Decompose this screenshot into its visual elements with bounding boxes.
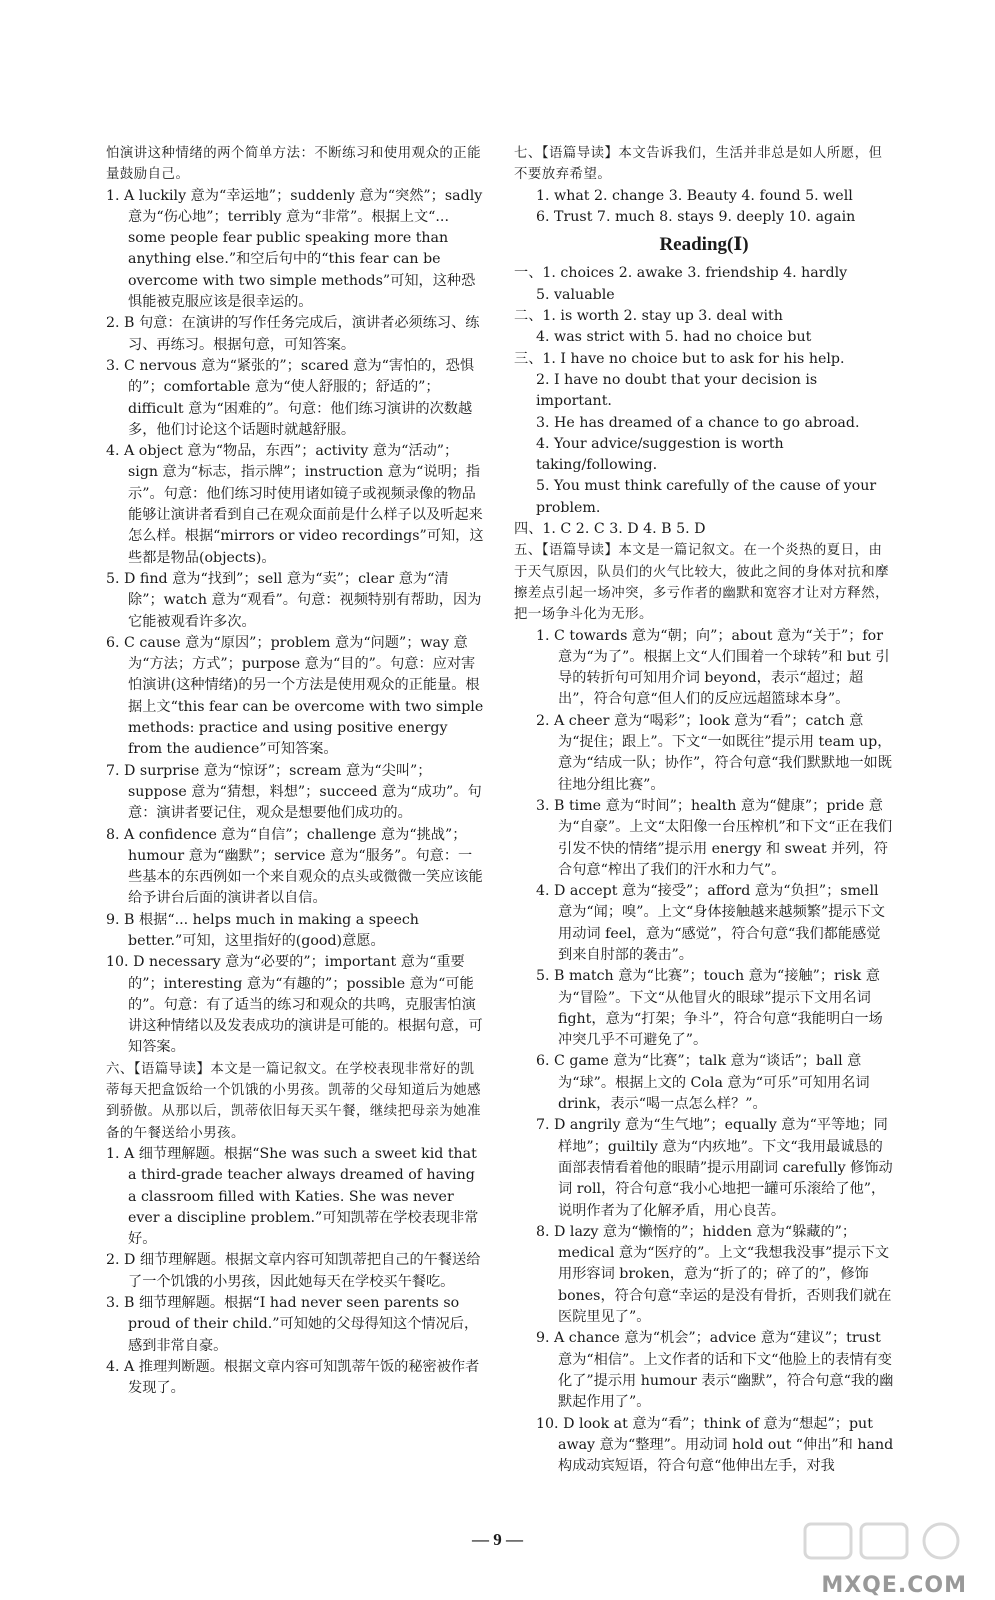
answer-paragraph: 5. valuable bbox=[536, 286, 615, 303]
answer-paragraph: 三、1. I have no choice but to ask for his help. bbox=[514, 350, 845, 367]
answer-paragraph: 6. C cause 意为“原因”；problem 意为“问题”；way 意为“方法；方式”；purpose 意为“目的”。句意：应对害怕演讲(这种情绪)的另一个方法是使用观众的正能量。根据上文“this fear can be overcome with two simple methods: practice and using positive energy from the audience”可知答案。 bbox=[106, 634, 484, 758]
answer-paragraph: 3. B time 意为“时间”；health 意为“健康”；pride 意为“自豪”。上文“太阳像一台压榨机”和下文“正在我们引发不快的情绪”提示用 energy 和 sweat 并列，符合句意“榨出了我们的汗水和力气”。 bbox=[536, 797, 893, 878]
watermark-logo bbox=[803, 1522, 973, 1580]
answer-paragraph: 8. A confidence 意为“自信”；challenge 意为“挑战”；humour 意为“幽默”；service 意为“服务”。句意：一些基本的东西例如一个来自观众的点头或微微一笑应该能给予讲台后面的演讲者以自信。 bbox=[106, 826, 483, 907]
reading-heading: Reading(Ⅰ) bbox=[659, 234, 749, 256]
answer-paragraph: 3. B 细节理解题。根据“I had never seen parents so proud of their child.”可知她的父母得知这个情况后，感到非常自豪。 bbox=[106, 1295, 479, 1354]
answer-paragraph: 1. A luckily 意为“幸运地”；suddenly 意为“突然”；sadly 意为“伤心地”；terribly 意为“非常”。根据上文“... some people fear public speaking more than anything else.”和空后句中的“this fear can be overcome with two simple methods”可知，这种恐惧能被克服应该是很幸运的。 bbox=[106, 187, 483, 311]
answer-paragraph: 5. D find 意为“找到”；sell 意为“卖”；clear 意为“清除”；watch 意为“观看”。句意：视频特别有帮助，因为它能被观看许多次。 bbox=[106, 570, 482, 630]
answer-paragraph: 七、【语篇导读】本文告诉我们，生活并非总是如人所愿，但不要放弃希望。 bbox=[514, 146, 883, 183]
answer-paragraph: 6. Trust 7. much 8. stays 9. deeply 10. again bbox=[536, 208, 856, 225]
answer-paragraph: 一、1. choices 2. awake 3. friendship 4. hardly bbox=[514, 265, 848, 282]
answer-paragraph: 6. C game 意为“比赛”；talk 意为“谈话”；ball 意为“球”。根据上文的 Cola 意为“可乐”可知用名词 drink，表示“喝一点怎么样？”。 bbox=[536, 1053, 870, 1113]
answer-paragraph: 五、【语篇导读】本文是一篇记叙文。在一个炎热的夏日，由于天气原因，队员们的火气比较大，彼此之间的身体对抗和摩擦差点引起一场冲突，多亏作者的幽默和宽容才让对方释然，把一场争斗化为无形。 bbox=[514, 543, 890, 623]
answer-paragraph: 1. what 2. change 3. Beauty 4. found 5. well bbox=[536, 187, 853, 204]
answer-paragraph: 4. D accept 意为“接受”；afford 意为“负担”；smell 意为“闻；嗅”。上文“身体接触越来越频繁”提示下文用动词 feel，意为“感觉”，符合句意“我们都能感觉到来自肘部的袭击”。 bbox=[536, 883, 885, 963]
answer-paragraph: 7. D surprise 意为“惊讶”；scream 意为“尖叫”；suppose 意为“猜想，料想”；succeed 意为“成功”。句意：演讲者要记住，观众是想要他们成功的。 bbox=[106, 762, 482, 822]
answer-paragraph: 5. B match 意为“比赛”；touch 意为“接触”；risk 意为“冒险”。下文“从他冒火的眼球”提示下文用名词 fight，意为“打架；争斗”，符合句意“我能明白一场冲突几乎不可避免了”。 bbox=[536, 968, 883, 1049]
answer-paragraph: 1. A 细节理解题。根据“She was such a sweet kid that a third-grade teacher always dreamed of having a classroom filled with Katies. She was never ever a discipline problem.”可知凯蒂在学校表现非常好。 bbox=[106, 1145, 479, 1248]
answer-paragraph: 4. A 推理判断题。根据文章内容可知凯蒂午饭的秘密被作者发现了。 bbox=[106, 1358, 480, 1397]
answer-paragraph: 2. I have no doubt that your decision is important. bbox=[536, 371, 818, 410]
answer-paragraph: 3. C nervous 意为“紧张的”；scared 意为“害怕的，恐惧的”；comfortable 意为“使人舒服的；舒适的”；difficult 意为“困难的”。句意：他们练习演讲的次数越多，他们讨论这个话题时就越舒服。 bbox=[106, 357, 475, 438]
answer-paragraph: 4. A object 意为“物品，东西”；activity 意为“活动”；sign 意为“标志，指示牌”；instruction 意为“说明；指示”。句意：他们练习时使用诸如镜子或视频录像的物品能够让演讲者看到自己在观众面前是什么样子以及听起来怎么样。根据“mirrors or video recordings”可知，这些都是物品(objects)。 bbox=[106, 443, 484, 566]
answer-paragraph: 4. Your advice/suggestion is worth taking/following. bbox=[536, 435, 784, 474]
answer-paragraph: 四、1. C 2. C 3. D 4. B 5. D bbox=[514, 521, 706, 538]
answer-paragraph: 六、【语篇导读】本文是一篇记叙文。在学校表现非常好的凯蒂每天把盒饭给一个饥饿的小男孩。凯蒂的父母知道后为她感到骄傲。从那以后，凯蒂依旧每天买午餐，继续把母亲为她准备的午餐送给小男孩。 bbox=[106, 1061, 482, 1141]
watermark-text: MXQE.COM bbox=[821, 1573, 967, 1598]
answer-paragraph: 10. D look at 意为“看”；think of 意为“想起”；put away 意为“整理”。用动词 hold out “伸出”和 hand 构成动宾短语，符合句意“他伸出左手，对我 bbox=[536, 1415, 894, 1475]
reading-answers bbox=[514, 263, 894, 1477]
answer-paragraph: 9. A chance 意为“机会”；advice 意为“建议”；trust 意为“相信”。上文作者的话和下文“他脸上的表情有变化了”提示用 humour 表示“幽默”，符合句意“我的幽默起作用了”。 bbox=[536, 1330, 894, 1411]
section-seven bbox=[514, 143, 894, 228]
answer-paragraph: 3. He has dreamed of a chance to go abroad. bbox=[536, 414, 860, 431]
answer-paragraph: 2. D 细节理解题。根据文章内容可知凯蒂把自己的午餐送给了一个饥饿的小男孩，因此她每天在学校买午餐吃。 bbox=[106, 1252, 481, 1290]
answer-paragraph: 怕演讲这种情绪的两个简单方法：不断练习和使用观众的正能量鼓励自己。 bbox=[106, 146, 482, 183]
answer-paragraph: 二、1. is worth 2. stay up 3. deal with bbox=[514, 308, 783, 325]
right-column bbox=[514, 143, 894, 1477]
answer-paragraph: 4. was strict with 5. had no choice but bbox=[536, 329, 812, 346]
answer-paragraph: 5. You must think carefully of the cause of your problem. bbox=[536, 478, 877, 516]
answer-paragraph: 2. A cheer 意为“喝彩”；look 意为“看”；catch 意为“捉住；跟上”。下文“一如既往”提示用 team up，意为“结成一队；协作”，符合句意“我们默默地一如既往地分组比赛”。 bbox=[536, 712, 892, 793]
watermark-shape-icon bbox=[803, 1522, 973, 1580]
left-column bbox=[106, 143, 484, 1400]
answer-paragraph: 9. B 根据“... helps much in making a speech better.”可知，这里指好的(good)意愿。 bbox=[106, 911, 419, 949]
answer-paragraph: 8. D lazy 意为“懒惰的”；hidden 意为“躲藏的”；medical 意为“医疗的”。上文“我想我没事”提示下文用形容词 broken，意为“折了的；碎了的”，修饰 bones，符合句意“幸运的是没有骨折，否则我们就在医院里见了”。 bbox=[536, 1223, 892, 1326]
page-number: — 9 — bbox=[472, 1530, 523, 1549]
answer-paragraph: 7. D angrily 意为“生气地”；equally 意为“平等地；同样地”；guiltily 意为“内疚地”。下文“我用最诚恳的面部表情看着他的眼睛”提示用副词 carefully 修饰动词 roll，符合句意“我小心地把一罐可乐滚给了他”，说明作者为了化解矛盾，用心良苦。 bbox=[536, 1117, 893, 1219]
answer-paragraph: 1. C towards 意为“朝；向”；about 意为“关于”；for 意为“为了”。根据上文“人们围着一个球转”和 but 引导的转折句可知用介词 beyond，表示“超过；超出”，符合句意“但人们的反应远超篮球本身”。 bbox=[536, 627, 890, 708]
answer-paragraph: 10. D necessary 意为“必要的”；important 意为“重要的”；interesting 意为“有趣的”；possible 意为“可能的”。句意：有了适当的练习和观众的共鸣，克服害怕演讲这种情绪以及发表成功的演讲是可能的。根据句意，可知答案。 bbox=[106, 954, 483, 1056]
answer-paragraph: 2. B 句意：在演讲的写作任务完成后，演讲者必须练习、练习、再练习。根据句意，可知答案。 bbox=[106, 315, 480, 353]
